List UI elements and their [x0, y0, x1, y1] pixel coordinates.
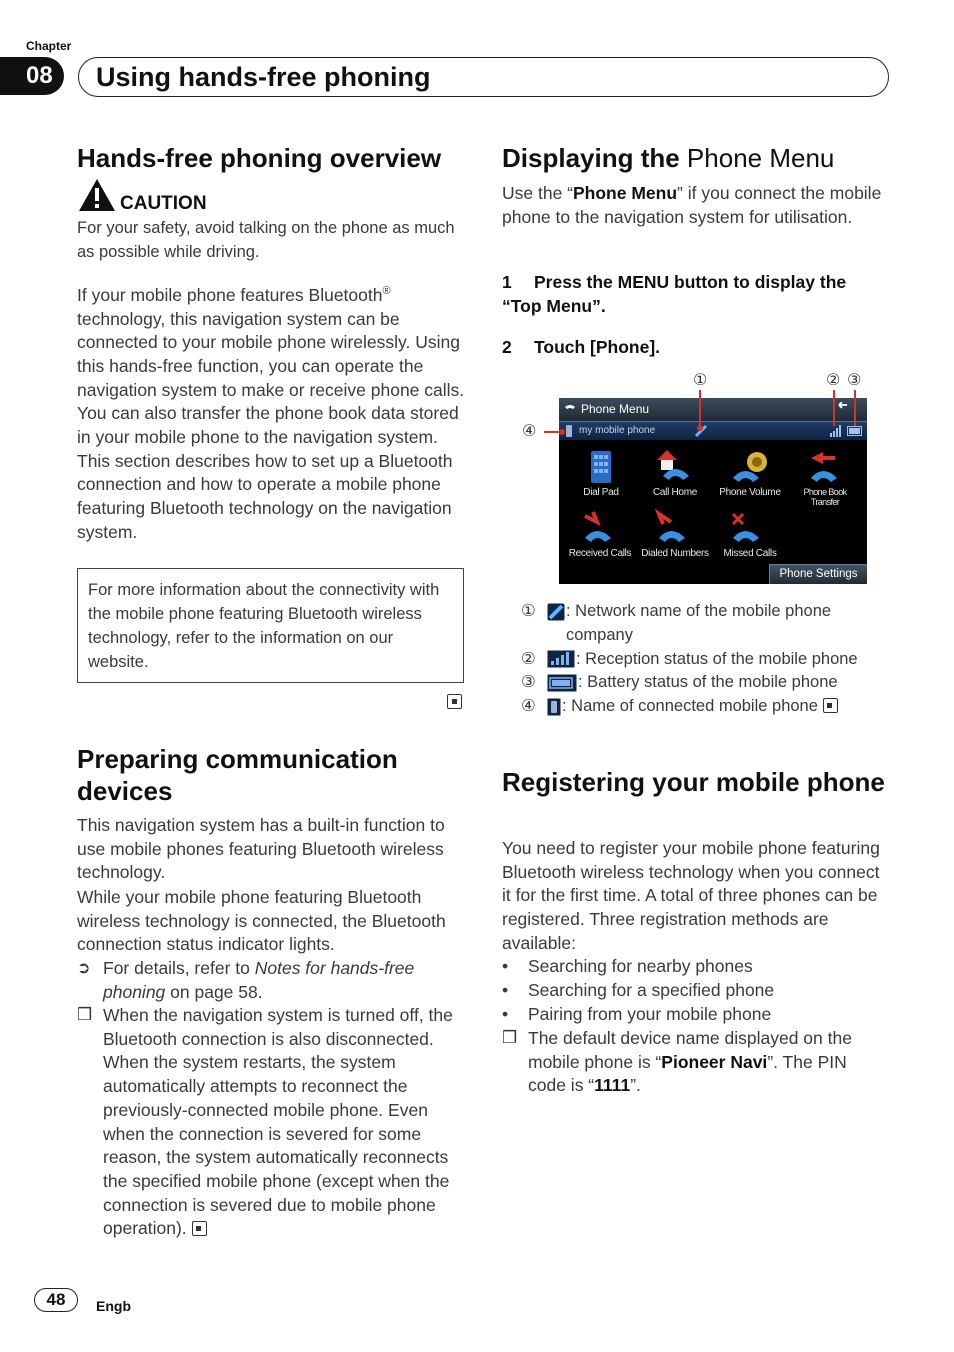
preparing-paragraph-1: This navigation system has a built-in function to use mobile phones featuring Bluetooth wireless technology.	[77, 815, 445, 883]
tile-label-phone-book-transfer: Phone Book Transfer	[803, 487, 847, 507]
tile-label-missed-calls: Missed Calls	[723, 548, 777, 559]
tile-label-phone-volume: Phone Volume	[719, 487, 781, 498]
bullet-mark: •	[502, 1004, 509, 1024]
step-1-number: 1	[502, 272, 512, 292]
legend-num-3: ③	[521, 673, 536, 691]
displaying-intro	[502, 182, 890, 229]
callout-leader-lines	[530, 388, 870, 442]
legend-text-1	[566, 599, 886, 647]
overview-body-start: If your mobile phone features Bluetooth	[77, 284, 383, 305]
displaying-heading-menu: Phone Menu	[679, 143, 835, 173]
reference-text	[103, 957, 448, 1004]
default-device-note-text	[528, 1027, 888, 1098]
caution-label: CAUTION	[120, 193, 207, 214]
displaying-heading-bold: Displaying the	[502, 143, 680, 173]
website-info-box: For more information about the connectivity with the mobile phone featuring Bluetooth wireless technology, refer to the information on our website.	[77, 568, 464, 683]
tile-label-dial-pad: Dial Pad	[583, 487, 619, 498]
chapter-number-badge: 08	[0, 57, 64, 95]
callout-4: ④	[522, 423, 537, 440]
note-text	[103, 1004, 465, 1241]
page-number: 48	[34, 1288, 78, 1312]
caution-text: For your safety, avoid talking on the phone as much as possible while driving.	[77, 219, 455, 261]
dial-pad-icon	[589, 450, 613, 484]
received-calls-icon	[579, 508, 619, 544]
note-text-start: The default device name displayed on the mobile phone is “	[528, 1028, 852, 1072]
legend-num-1: ①	[521, 602, 536, 620]
step-2-number: 2	[502, 337, 512, 357]
displaying-intro-end: ” if you connect the mobile phone to the navigation system for utilisation.	[502, 183, 882, 227]
dialed-numbers-icon	[653, 508, 693, 544]
section-end-mark	[192, 1221, 207, 1236]
phone-menu-term: Phone Menu	[573, 183, 678, 203]
callout-2: ②	[826, 372, 841, 389]
bullet-mark: •	[502, 956, 509, 976]
registered-mark: ®	[382, 285, 391, 297]
overview-body-rest: technology, this navigation system can be connected to your mobile phone wirelessly. Using this hands-free function, you can operate the navigation system to make or receive phone calls. You can also transfer the phone book data stored in your mobile phone to the navigation system. This section describes how to set up a Bluetooth connection and how to operate a mobile phone featuring Bluetooth technology on the navigation system.	[77, 308, 465, 542]
screen-title: Phone Menu	[581, 402, 650, 416]
callout-1: ①	[693, 372, 708, 389]
reference-text-start: For details, refer to	[103, 958, 255, 978]
legend-num-2: ②	[521, 650, 536, 668]
reference-text-end: on page 58.	[165, 981, 263, 1002]
legend-text-1-body: : Network name of the mobile phone company	[566, 602, 832, 644]
bullet-mark: •	[502, 980, 509, 1000]
tile-label-received-calls: Received Calls	[568, 548, 632, 559]
missed-calls-icon	[727, 508, 767, 544]
step-1-text: Press the MENU button to display the “Top Menu”.	[502, 272, 847, 316]
phone-settings-tab: Phone Settings	[769, 564, 867, 584]
section-end-mark	[447, 694, 462, 709]
chapter-label: Chapter	[26, 39, 72, 53]
phone-book-transfer-icon	[805, 448, 845, 484]
phone-volume-icon	[729, 448, 769, 484]
note-box-icon: ❒	[502, 1028, 518, 1047]
section-end-mark	[823, 698, 838, 713]
reception-status-icon	[547, 650, 575, 668]
language-code: Engb	[96, 1298, 131, 1314]
displaying-intro-start: Use the “	[502, 183, 573, 203]
list-item: Searching for nearby phones	[528, 956, 753, 976]
registering-heading: Registering your mobile phone	[502, 767, 885, 797]
connected-phone-name-icon	[547, 698, 561, 716]
registering-intro: You need to register your mobile phone featuring Bluetooth wireless technology when you connect it for the first time. A total of three phones can be registered. Three registration methods are available:	[502, 838, 880, 953]
tile-label-dialed-numbers: Dialed Numbers	[641, 548, 709, 559]
reference-link-text: Notes for hands-free phoning	[103, 958, 415, 1002]
displaying-heading	[502, 142, 902, 174]
battery-status-icon	[547, 674, 577, 692]
list-item: Pairing from your mobile phone	[528, 1004, 772, 1024]
default-device-name: Pioneer Navi	[661, 1051, 768, 1072]
legend-text-4-body: : Name of connected mobile phone	[562, 697, 818, 715]
preparing-paragraph-2: While your mobile phone featuring Bluetooth wireless technology is connected, the Bluetooth connection status indicator lights.	[77, 887, 446, 955]
reference-arrow-icon: ➲	[77, 960, 91, 977]
legend-num-4: ④	[521, 697, 536, 715]
note-text-body: When the navigation system is turned off, the Bluetooth connection is also disconnected. When the system restarts, the system automatically attempts to reconnect the previously-connected mobile phone. Even when the connection is severed for some reason, the system automatically reconnects the specified mobile phone (except when the connection is severed due to mobile phone operation).	[103, 1005, 453, 1239]
overview-heading: Hands-free phoning overview	[77, 143, 442, 173]
legend-text-3: : Battery status of the mobile phone	[578, 673, 838, 691]
legend-text-2: : Reception status of the mobile phone	[576, 650, 858, 668]
preparing-heading: Preparing communication devices	[77, 744, 398, 806]
overview-body	[77, 280, 465, 545]
note-text-end: ”.	[630, 1075, 641, 1096]
callout-3: ③	[847, 372, 862, 389]
note-text-middle: ”. The PIN code is “	[528, 1051, 847, 1096]
tile-label-call-home: Call Home	[653, 487, 697, 498]
network-name-icon	[547, 603, 565, 621]
chapter-title: Using hands-free phoning	[96, 62, 431, 92]
default-pin-code: 1111	[594, 1075, 631, 1096]
note-box-icon: ❒	[77, 1005, 93, 1024]
screen-phone-name: my mobile phone	[579, 425, 656, 436]
caution-warning-icon	[78, 178, 116, 212]
step-2-text: Touch [Phone].	[534, 337, 661, 357]
list-item: Searching for a specified phone	[528, 980, 775, 1000]
call-home-icon	[653, 446, 693, 484]
legend-text-4	[562, 694, 838, 718]
